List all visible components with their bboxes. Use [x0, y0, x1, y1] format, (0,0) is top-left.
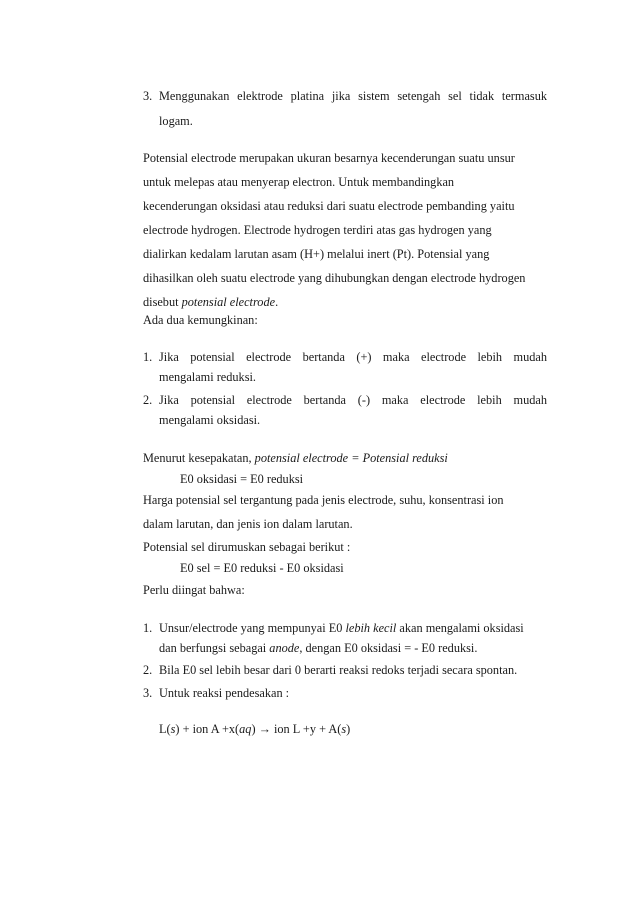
convention-prefix: Menurut kesepakatan,: [143, 451, 255, 465]
displacement-reaction: [159, 722, 350, 737]
possibility-number: 1.: [143, 350, 153, 364]
cell-potential-intro: Potensial sel dirumuskan sebagai berikut :: [143, 540, 351, 554]
remember-item-number: 3.: [143, 686, 153, 700]
remember-item1-text: Unsur/electrode yang mempunyai E0: [159, 621, 346, 635]
formula-oxidation-reduction: E0 oksidasi = E0 reduksi: [180, 472, 304, 486]
possibility-line1: Jika potensial electrode bertanda (+) maka electrode lebih mudah: [159, 350, 547, 364]
possibility-line2: mengalami oksidasi.: [159, 413, 261, 427]
paragraph1-line: Potensial electrode merupakan ukuran besarnya kecenderungan suatu unsur: [143, 151, 515, 165]
remember-item1-emphasis: anode: [269, 641, 300, 655]
remember-item1-emphasis: lebih kecil: [345, 621, 397, 635]
definition-prefix: disebut: [143, 295, 182, 309]
remember-item1-text: dan berfungsi sebagai: [159, 641, 270, 655]
paragraph1-line: dialirkan kedalam larutan asam (H+) melalui inert (Pt). Potensial yang: [143, 247, 490, 261]
reaction-state: s: [341, 722, 347, 736]
reaction-part: ) + ion A +x(: [175, 722, 240, 736]
reaction-state: s: [170, 722, 176, 736]
remember-item1-text: , dengan E0 oksidasi = - E0 reduksi.: [299, 641, 478, 655]
paragraph1-line: untuk melepas atau menyerap electron. Untuk membandingkan: [143, 175, 455, 189]
remember-item1-text: akan mengalami oksidasi: [396, 621, 524, 635]
convention-statement: potensial electrode = Potensial reduksi: [254, 451, 448, 465]
remember-item-number: 2.: [143, 663, 153, 677]
paragraph1-line: kecenderungan oksidasi atau reduksi dari suatu electrode pembanding yaitu: [143, 199, 515, 213]
paragraph1-line: dihasilkan oleh suatu electrode yang dihubungkan dengan electrode hydrogen: [143, 271, 526, 285]
remember-item1-line1: [159, 621, 524, 636]
possibilities-intro: Ada dua kemungkinan:: [143, 313, 258, 327]
remember-intro: Perlu diingat bahwa:: [143, 583, 245, 597]
reaction-state: aq: [239, 722, 252, 736]
definition-suffix: .: [275, 295, 279, 309]
possibility-line1: Jika potensial electrode bertanda (-) maka electrode lebih mudah: [159, 393, 547, 407]
convention-line: [143, 451, 448, 466]
remember-item1-line2: [159, 641, 477, 656]
paragraph1-line: electrode hydrogen. Electrode hydrogen terdiri atas gas hydrogen yang: [143, 223, 492, 237]
formula-cell-potential: E0 sel = E0 reduksi - E0 oksidasi: [180, 561, 344, 575]
reaction-part: L(: [159, 722, 171, 736]
possibility-line2: mengalami reduksi.: [159, 370, 256, 384]
remember-item3-text: Untuk reaksi pendesakan :: [159, 686, 290, 700]
remember-item-number: 1.: [143, 621, 153, 635]
intro-item-line1: Menggunakan elektrode platina jika sistem setengah sel tidak termasuk: [159, 89, 547, 103]
definition-line: [143, 295, 278, 310]
reaction-part: ) → ion L +y + A(: [251, 722, 342, 736]
intro-item-number: 3.: [143, 89, 153, 103]
definition-term: potensial electrode: [181, 295, 276, 309]
remember-item2-text: Bila E0 sel lebih besar dari 0 berarti reaksi redoks terjadi secara spontan.: [159, 663, 518, 677]
possibility-number: 2.: [143, 393, 153, 407]
paragraph2-line: Harga potensial sel tergantung pada jenis electrode, suhu, konsentrasi ion: [143, 493, 504, 507]
paragraph2-line: dalam larutan, dan jenis ion dalam larutan.: [143, 517, 353, 531]
intro-item-line2: logam.: [159, 114, 193, 128]
reaction-part: ): [346, 722, 351, 736]
